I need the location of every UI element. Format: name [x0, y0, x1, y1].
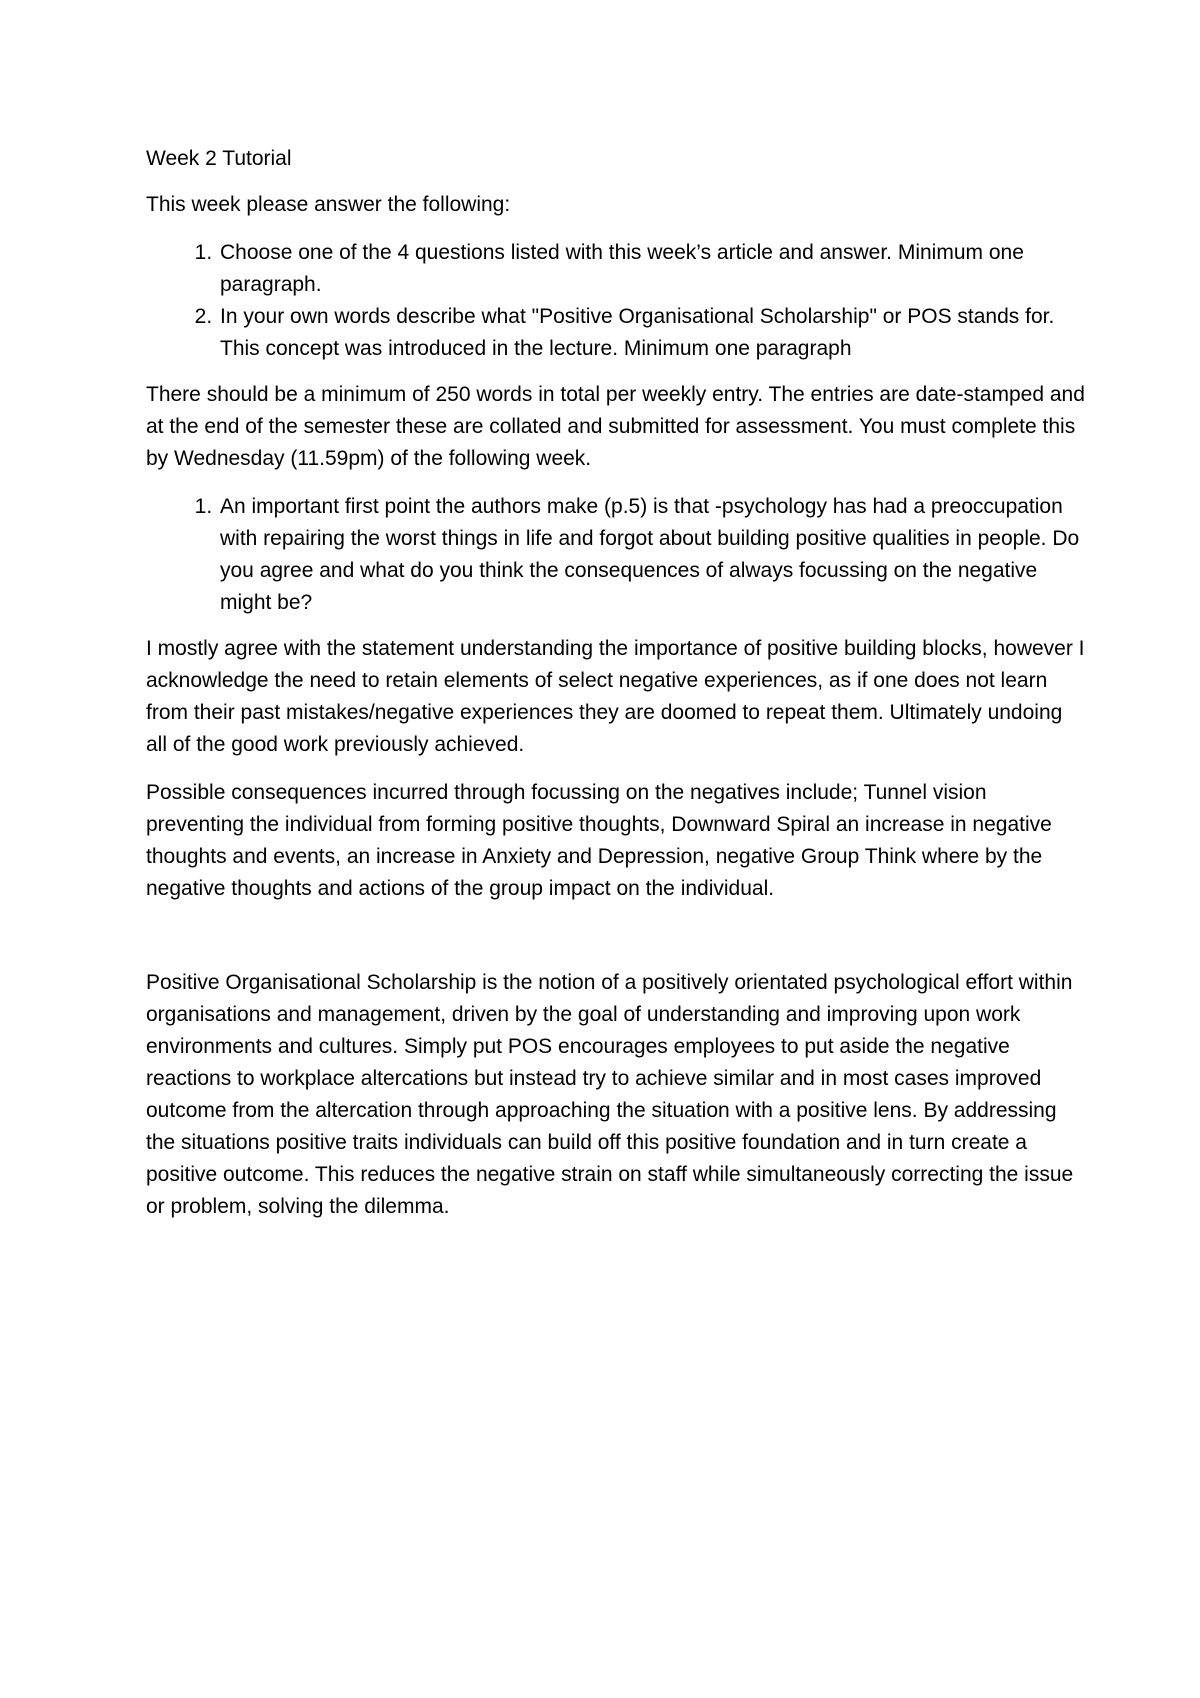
answer-paragraph: Possible consequences incurred through focussing on the negatives include; Tunnel vision preventing the individual from forming positive thoughts, Downward Spiral an increase in negative thoughts and events, an increase in Anxiety and Depression, negative Group Think where by the negative thoughts and actions of the group impact on the individual. [146, 781, 1052, 900]
document-title: Week 2 Tutorial [146, 147, 292, 170]
task-list [146, 237, 1086, 365]
document-body [146, 143, 1086, 1239]
instructions-text: There should be a minimum of 250 words in total per weekly entry. The entries are date-stamped and at the end of the semester these are collated and submitted for assessment. You must complete this by Wednesday (11.59pm) of the following week. [146, 383, 1085, 470]
question-item: 1. An important first point the authors make (p.5) is that -psychology has had a preoccupation with repairing the worst things in life and forgot about building positive qualities in people. Do you agree and what do you think the consequences of always focussing on the negative might be? [218, 491, 1086, 619]
task-item: 1. Choose one of the 4 questions listed with this week’s article and answer. Minimum one paragraph. [218, 237, 1086, 301]
intro-text: This week please answer the following: [146, 193, 511, 216]
question-list [146, 491, 1086, 619]
task-item: 2. In your own words describe what "Positive Organisational Scholarship" or POS stands for. This concept was introduced in the lecture. Minimum one paragraph [218, 301, 1086, 365]
pos-paragraph: Positive Organisational Scholarship is the notion of a positively orientated psychological effort within organisations and management, driven by the goal of understanding and improving upon work environments and cultures. Simply put POS encourages employees to put aside the negative reactions to workplace altercations but instead try to achieve similar and in most cases improved outcome from the altercation through approaching the situation with a positive lens. By addressing the situations positive traits individuals can build off this positive foundation and in turn create a positive outcome. This reduces the negative strain on staff while simultaneously correcting the issue or problem, solving the dilemma. [146, 971, 1074, 1218]
answer-paragraph: I mostly agree with the statement understanding the importance of positive building blocks, however I acknowledge the need to retain elements of select negative experiences, as if one does not learn from their past mistakes/negative experiences they are doomed to repeat them. Ultimately undoing all of the good work previously achieved. [146, 637, 1085, 756]
